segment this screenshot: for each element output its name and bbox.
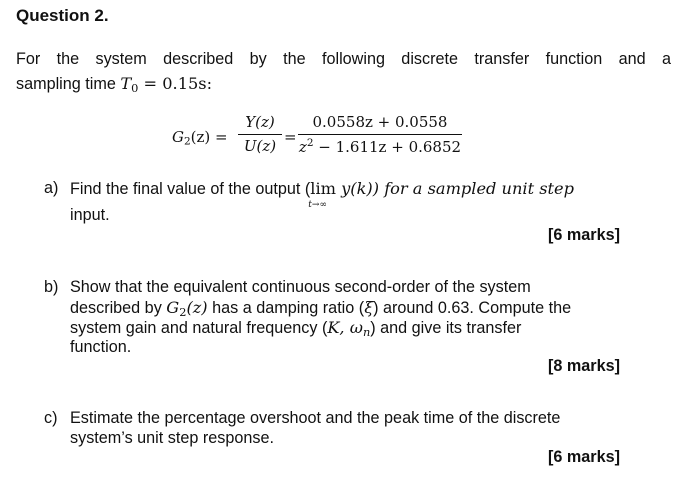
damping-symbol: ξ: [364, 298, 374, 317]
gain-frequency-symbols: K, ω: [327, 318, 363, 337]
part-c-marks: [6 marks]: [548, 448, 620, 466]
question-title: Question 2.: [16, 6, 109, 25]
part-a: [44, 178, 644, 228]
lim-text: lim: [310, 179, 336, 198]
part-b-g-sub: 2: [179, 304, 187, 319]
ratio-denominator: U(z): [243, 137, 277, 155]
limit-operator: [308, 178, 336, 210]
lim-sub: t→∞: [308, 200, 327, 210]
part-b-text-2b: has a damping ratio (: [207, 299, 365, 317]
ratio-numerator: Y(z): [245, 113, 275, 131]
part-a-text-2: y(k)) for a sampled unit step: [336, 179, 574, 198]
part-b-g-arg: (z): [186, 298, 208, 317]
tf-den-power: 2: [306, 137, 314, 149]
part-b-text-3a: system gain and natural frequency (: [70, 319, 328, 337]
part-b-line-1: Show that the equivalent continuous second-order of the system: [70, 278, 531, 296]
part-b-marks: [8 marks]: [548, 357, 620, 375]
tf-fraction: [298, 113, 462, 156]
sampling-value: = 0.15s:: [138, 74, 213, 93]
part-b-text-3b: ) and give its transfer: [370, 319, 522, 337]
equation-lhs: [172, 128, 228, 148]
sampling-sub: 0: [131, 80, 139, 95]
omega-sub: n: [362, 324, 371, 339]
ratio-fraction: [238, 113, 282, 155]
part-b: [44, 277, 644, 361]
part-a-label: a): [44, 179, 59, 197]
part-a-line-2: input.: [70, 206, 110, 224]
tf-denominator: [298, 137, 462, 156]
part-c-line-2: system’s unit step response.: [70, 429, 274, 447]
tf-numerator: 0.0558z + 0.0558: [312, 113, 448, 131]
lhs-g: G: [172, 128, 184, 146]
tf-den-z: z: [298, 137, 307, 156]
tf-den-rest: − 1.611z + 0.6852: [313, 137, 462, 156]
part-c-line-1: Estimate the percentage overshoot and the peak time of the discrete: [70, 409, 561, 427]
part-a-marks: [6 marks]: [548, 226, 620, 244]
intro-prefix: sampling time: [16, 75, 121, 93]
part-b-g: G: [166, 298, 180, 317]
lhs-sub: 2: [183, 135, 191, 148]
part-b-line-4: function.: [70, 338, 132, 356]
sampling-symbol: T: [120, 74, 132, 93]
part-b-label: b): [44, 278, 59, 296]
part-a-text-1: Find the final value of the output (: [70, 180, 311, 198]
part-c: [44, 408, 644, 452]
ratio-bar: [238, 134, 282, 135]
part-a-line-1: [70, 178, 574, 210]
part-b-text-2c: ) around 0.63. Compute the: [373, 299, 572, 317]
lhs-arg: (z) =: [190, 128, 228, 146]
tf-bar: [298, 134, 462, 135]
part-b-text-2a: described by: [70, 299, 167, 317]
intro-line-1: For the system described by the following discrete transfer function and a: [16, 50, 671, 68]
part-b-line-3: [70, 317, 521, 343]
intro-line-2: [16, 74, 212, 95]
part-c-label: c): [44, 409, 58, 427]
equals-sign: =: [284, 128, 297, 146]
